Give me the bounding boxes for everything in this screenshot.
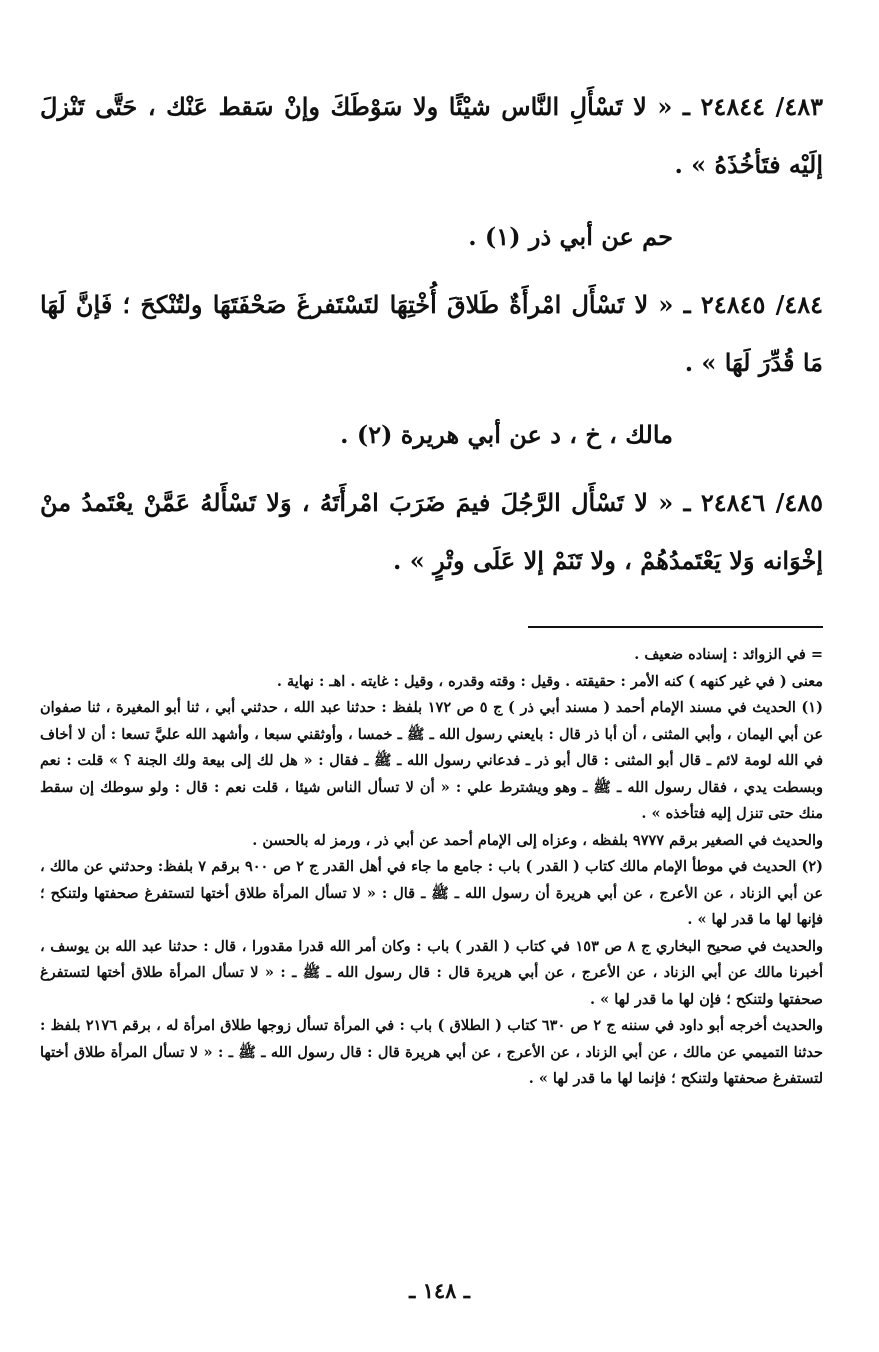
footnote-2: (٢) الحديث في موطأ الإمام مالك كتاب ( القدر ) باب : جامع ما جاء في أهل القدر ج ٢ ص ٩٠٠ برقم ٧ بلفظ: وحدثني عن مالك ، عن أبي الزناد ، عن الأعرج ، عن أبي هريرة أن رسول الله ـ ﷺ ـ قال : « لا تسأل المرأة طلاق أختها لتستفرغ صحفتها ولتنكح ؛ فإنها لها ما قدر لها » . [40,858,823,928]
hadith-484: ٤٨٤/ ٢٤٨٤٥ ـ « لا تَسْأَل امْرأَةٌ طَلاقَ أُخْتِهَا لتَسْتَفرغَ صَحْفَتَهَا ولتُنْكحَ ؛ فَإنَّ لَهَا مَا قُدِّرَ لَهَا » . [40,290,824,377]
document-page [40,78,823,1093]
footnote-1-sagheer: والحديث في الصغير برقم ٩٧٧٧ بلفظه ، وعزاه إلى الإمام أحمد عن أبي ذر ، ورمز له بالحسن . [252,831,823,849]
footnote-meaning: معنى ( في غير كنهه ) كنه الأمر : حقيقته . وقيل : وقته وقدره ، وقيل : غايته . اهـ : نهاية . [276,672,823,690]
footnote-2-bukhari: والحديث في صحيح البخاري ج ٨ ص ١٥٣ في كتاب ( القدر ) باب : وكان أمر الله قدرا مقدورا ، قال : حدثنا عبد الله بن يوسف ، أخبرنا مالك عن أبي الزناد ، عن الأعرج ، عن أبي هريرة قال : قال رسول الله ـ ﷺ ـ : « لا تسأل المرأة طلاق أختها لتستفرغ صحفتها ولتنكح ؛ فإن لها ما قدر لها » . [40,937,823,1008]
hadith-483: ٤٨٣/ ٢٤٨٤٤ ـ « لا تَسْأَلِ النَّاس شيْئًا ولا سَوْطَكَ وإنْ سَقط عَنْك ، حَتَّى تَنْزلَ إلَيْه فتَأخُذَهُ » . [40,92,823,179]
footnotes-section [40,642,823,1093]
footnote-continuation: = في الزوائد : إسناده ضعيف . [634,646,823,663]
footnote-1: (١) الحديث في مسند الإمام أحمد ( مسند أبي ذر ) ج ٥ ص ١٧٢ بلفظ : حدثنا عبد الله ، حدثني أبي ، ثنا أبو المغيرة ، ثنا صفوان عن أبي اليمان ، وأبي المثنى ، أن أبا ذر قال : بايعني رسول الله ـ ﷺ ـ خمسا ، وأوثقني سبعا ، وأشهد الله عليَّ تسعا : أن لا أخاف في الله لومة لائم ـ قال أبو المثنى : قال أبو ذر ـ فدعاني رسول الله ـ ﷺ ـ فقال : « هل لك إلى بيعة ولك الجنة ؟ » قلت : نعم وبسطت يدي ، فقال رسول الله ـ ﷺ ـ وهو ويشترط علي : « أن لا تسأل الناس شيئا ، قلت نعم : قال : ولو سوطك إن سقط منك حتى تنزل إليه فتأخذه » . [40,699,823,822]
hadith-484-source: مالك ، خ ، د عن أبي هريرة (٢) . [340,420,673,449]
hadith-483-source: حم عن أبي ذر (١) . [468,222,673,251]
footnote-divider [528,626,823,628]
footnote-2-abudawud: والحديث أخرجه أبو داود في سننه ج ٢ ص ٦٣٠ كتاب ( الطلاق ) باب : في المرأة تسأل زوجها طلاق امرأة له ، برقم ٢١٧٦ بلفظ : حدثنا التميمي عن مالك ، عن أبي الزناد ، عن الأعرج ، عن أبي هريرة قال : قال رسول الله ـ ﷺ ـ : « لا تسأل المرأة طلاق أختها لتستفرغ صحفتها ولتنكح ؛ فإنما لها ما قدر لها » . [40,1017,823,1087]
hadith-485: ٤٨٥/ ٢٤٨٤٦ ـ « لا تَسْأَل الرَّجُلَ فيمَ ضَرَبَ امْرأَتَهُ ، وَلا تَسْأَلهُ عَمَّنْ يعْتَمدُ منْ إخْوَانه وَلا يَعْتَمدُهُمْ ، ولا تَنَمْ إلا عَلَى وتْرٍ » . [40,488,824,575]
hadith-section [40,78,823,590]
page-number: ـ ١٤٨ ـ [409,1278,470,1303]
